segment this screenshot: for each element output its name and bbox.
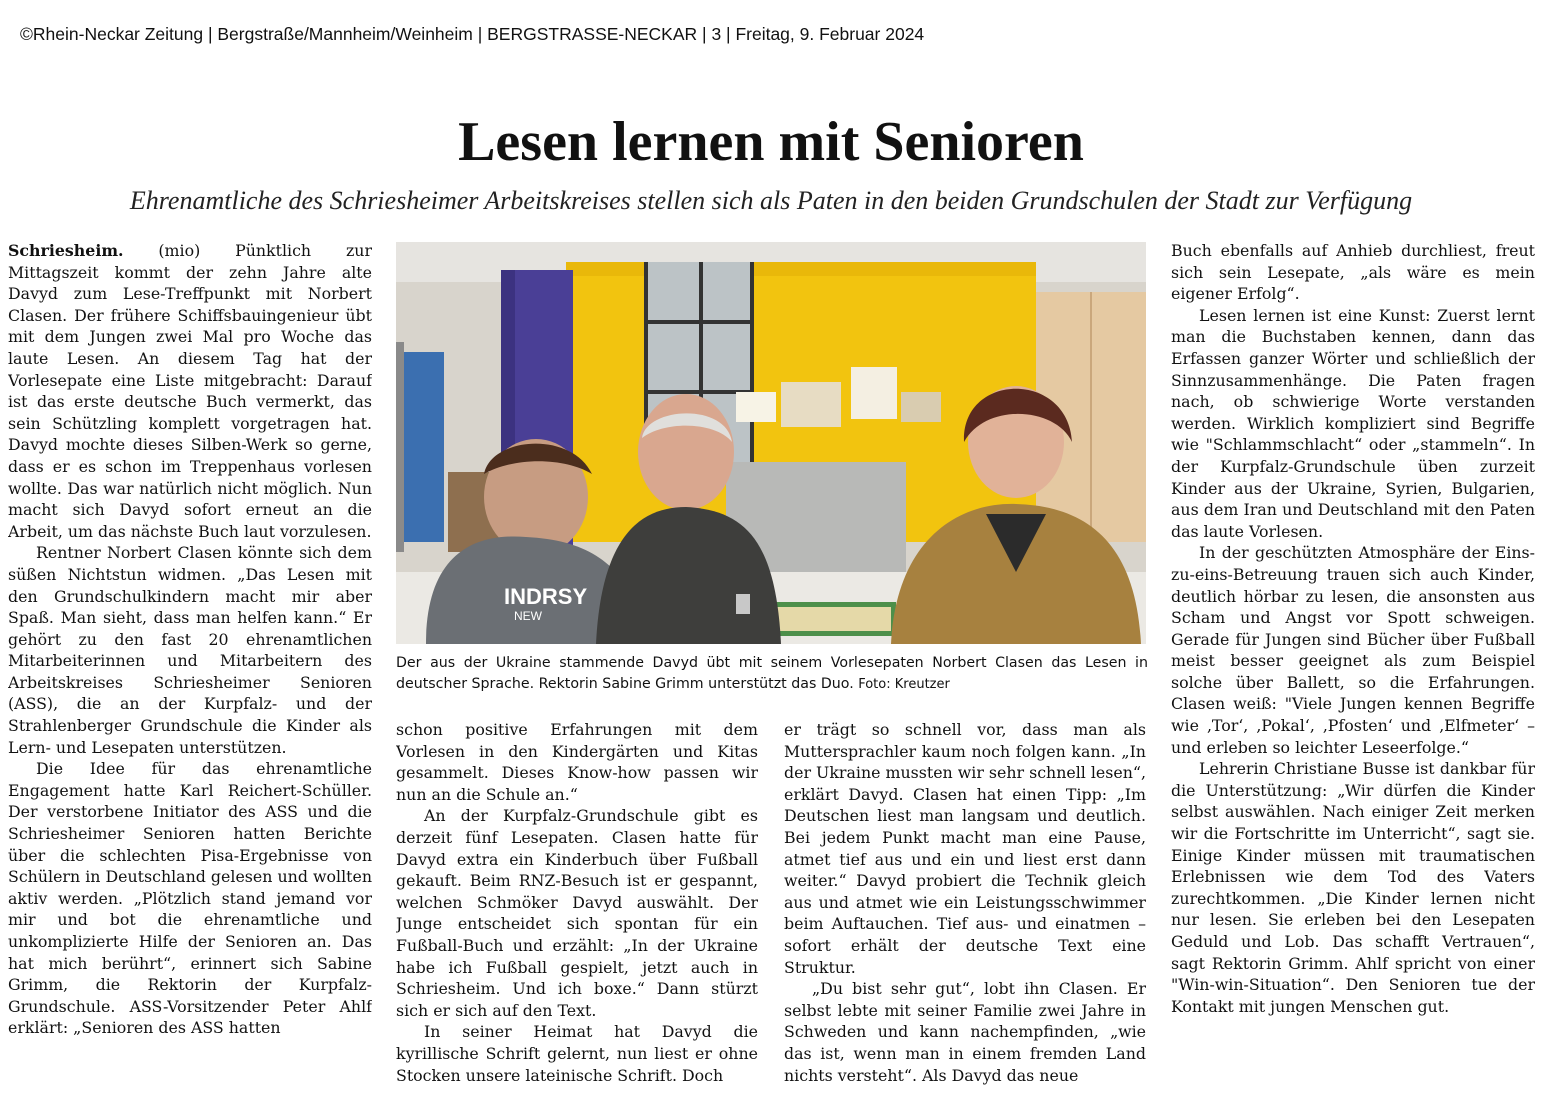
dateline: Schriesheim.: [8, 241, 124, 260]
article-photo: [396, 242, 1146, 644]
article-paragraph: [8, 240, 372, 542]
article-paragraph: er trägt so schnell vor, dass man als Muttersprachler kaum noch folgen kann. „In der Ukraine mussten wir sehr schnell lesen“, erklärt Davyd. Clasen hat einen Tipp: „Im Deutschen liest man langsam und deutlich. Bei jedem Punkt macht man eine Pause, atmet tief aus und ein und liest erst dann weiter.“ Davyd probiert die Technik gleich aus und atmet wie ein Leistungsschwimmer beim Auftauchen. Tief aus- und einatmen – sofort erhält der deutsche Text eine Struktur.: [784, 720, 1146, 977]
article-paragraph: schon positive Erfahrungen mit dem Vorlesen in den Kindergärten und Kitas gesammelt. Dieses Know-how passen wir nun an die Schule an.“: [396, 720, 758, 804]
article-column-4: [1171, 240, 1535, 1090]
headline: Lesen lernen mit Senioren: [458, 111, 1084, 173]
article-paragraph: Lesen lernen ist eine Kunst: Zuerst lernt man die Buchstaben kennen, dann das Erfassen ganzer Wörter und schließlich der Sinnzusammenhänge. Die Paten fragen nach, ob schwierige Worte verstanden werden. Wirklich kompliziert sind Begriffe wie "Schlammschlacht“ oder „stammeln“. In der Kurpfalz-Grundschule üben zurzeit Kinder aus der Ukraine, Syrien, Bulgarien, aus dem Iran und Deutschland mit den Paten das laute Vorlesen.: [1171, 305, 1535, 541]
paragraph-text: (mio) Pünktlich zur Mittagszeit kommt der zehn Jahre alte Davyd zum Lese-Treffpunkt mit Norbert Clasen. Der frühere Schiffsbauingenieur übt mit dem Jungen zwei Mal pro Woche das laute Lesen. An diesem Tag hat der Vorlesepate eine Liste mitgebracht: Darauf ist das erste deutsche Buch vermerkt, das sein Schützling komplett vorgetragen hat. Davyd mochte dieses Silben-Werk so gerne, dass er es schon im Treppenhaus vorlesen wollte. Das war natürlich nicht möglich. Nun macht sich Davyd sofort erneut an die Arbeit, um das nächste Buch laut vorzulesen.: [8, 241, 372, 541]
article-paragraph: Rentner Norbert Clasen könnte sich dem süßen Nichtstun widmen. „Das Lesen mit den Grundschulkindern macht mir aber Spaß. Man sieht, dass man helfen kann.“ Er gehört zu den fast 20 ehrenamtlichen Mitarbeiterinnen und Mitarbeitern des Arbeitskreises Schriesheimer Senioren (ASS), die an der Kurpfalz- und der Strahlenberger Grundschule die Kinder als Lern- und Lesepaten unterstützen.: [8, 543, 372, 757]
article-paragraph: In der geschützten Atmosphäre der Eins-zu-eins-Betreuung trauen sich auch Kinder, deutlich hörbar zu lesen, die ansonsten aus Scham und Angst vor Spott schweigen. Gerade für Jungen sind Bücher über Fußball meist besser geeignet als zum Beispiel solche über Ballett, so die Erfahrungen. Clasen weiß: "Viele Jungen kennen Begriffe wie ‚Tor‘, ‚Pokal‘, ‚Pfosten‘ und ‚Elfmeter‘ – und erleben so leichter Leseerfolge.“: [1171, 543, 1535, 757]
subheadline: Ehrenamtliche des Schriesheimer Arbeitskreises stellen sich als Paten in den beiden Grundschulen der Stadt zur Verfügung: [129, 186, 1413, 215]
article-paragraph: „Du bist sehr gut“, lobt ihn Clasen. Er selbst lebte mit seiner Familie zwei Jahre in Schweden und kann nachempfinden, „wie das ist, wenn man in einem fremden Land nichts versteht“. Als Davyd das neue: [784, 979, 1146, 1085]
shirt-text: INDRSY: [504, 584, 588, 609]
article-paragraph: In seiner Heimat hat Davyd die kyrillische Schrift gelernt, nun liest er ohne Stocken unsere lateinische Schrift. Doch: [396, 1022, 758, 1085]
shirt-subtext: NEW: [514, 609, 542, 623]
photo-caption: [396, 653, 1148, 695]
photo-credit: Foto: Kreutzer: [858, 677, 950, 692]
article-paragraph: Buch ebenfalls auf Anhieb durchliest, freut sich sein Lesepate, „als wäre es mein eigener Erfolg“.: [1171, 241, 1535, 304]
article-paragraph: Lehrerin Christiane Busse ist dankbar für die Unterstützung: „Wir dürfen die Kinder selbst auswählen. Nach einiger Zeit merken wir die Fortschritte im Unterricht“, sagt sie. Einige Kinder müssen mit traumatischen Erlebnissen wie dem Tod des Vaters zurechtkommen. „Die Kinder lernen nicht nur lesen. Sie erleben bei den Lesepaten Geduld und Lob. Das schafft Vertrauen“, sagt Rektorin Grimm. Ahlf spricht von einer "Win-win-Situation“. Den Senioren tue der Kontakt mit jungen Menschen gut.: [1171, 759, 1535, 1016]
source-line: ©Rhein-Neckar Zeitung | Bergstraße/Mannheim/Weinheim | BERGSTRASSE-NECKAR | 3 | Freitag, 9. Februar 2024: [20, 24, 925, 44]
article-paragraph: Die Idee für das ehrenamtliche Engagement hatte Karl Reichert-Schüller. Der verstorbene Initiator des ASS und die Schriesheimer Senioren hatten Berichte über die schlechten Pisa-Ergebnisse von Schülern in Deutschland gelesen und wollten aktiv werden. „Plötzlich stand jemand vor mir und bot die ehrenamtliche und unkomplizierte Hilfe der Senioren an. Das hat mich berührt“, erinnert sich Sabine Grimm, die Rektorin der Kurpfalz-Grundschule. ASS-Vorsitzender Peter Ahlf erklärt: „Senioren des ASS hatten: [8, 759, 372, 1038]
article-column-2: [396, 719, 758, 1091]
article-paragraph: An der Kurpfalz-Grundschule gibt es derzeit fünf Lesepaten. Clasen hatte für Davyd extra ein Kinderbuch über Fußball gekauft. Beim RNZ-Besuch ist er gespannt, welchen Schmöker Davyd auswählt. Der Junge entscheidet sich spontan für ein Fußball-Buch und erzählt: „In der Ukraine habe ich Fußball gespielt, jetzt auch in Schriesheim. Und ich boxe.“ Dann stürzt sich er sich auf den Text.: [396, 806, 758, 1020]
article-column-3: [784, 719, 1146, 1091]
article-column-1: [8, 240, 372, 1090]
caption-text: Der aus der Ukraine stammende Davyd übt mit seinem Vorlesepaten Norbert Clasen das Lesen in deutscher Sprache. Rektorin Sabine Grimm unterstützt das Duo.: [396, 655, 1148, 692]
